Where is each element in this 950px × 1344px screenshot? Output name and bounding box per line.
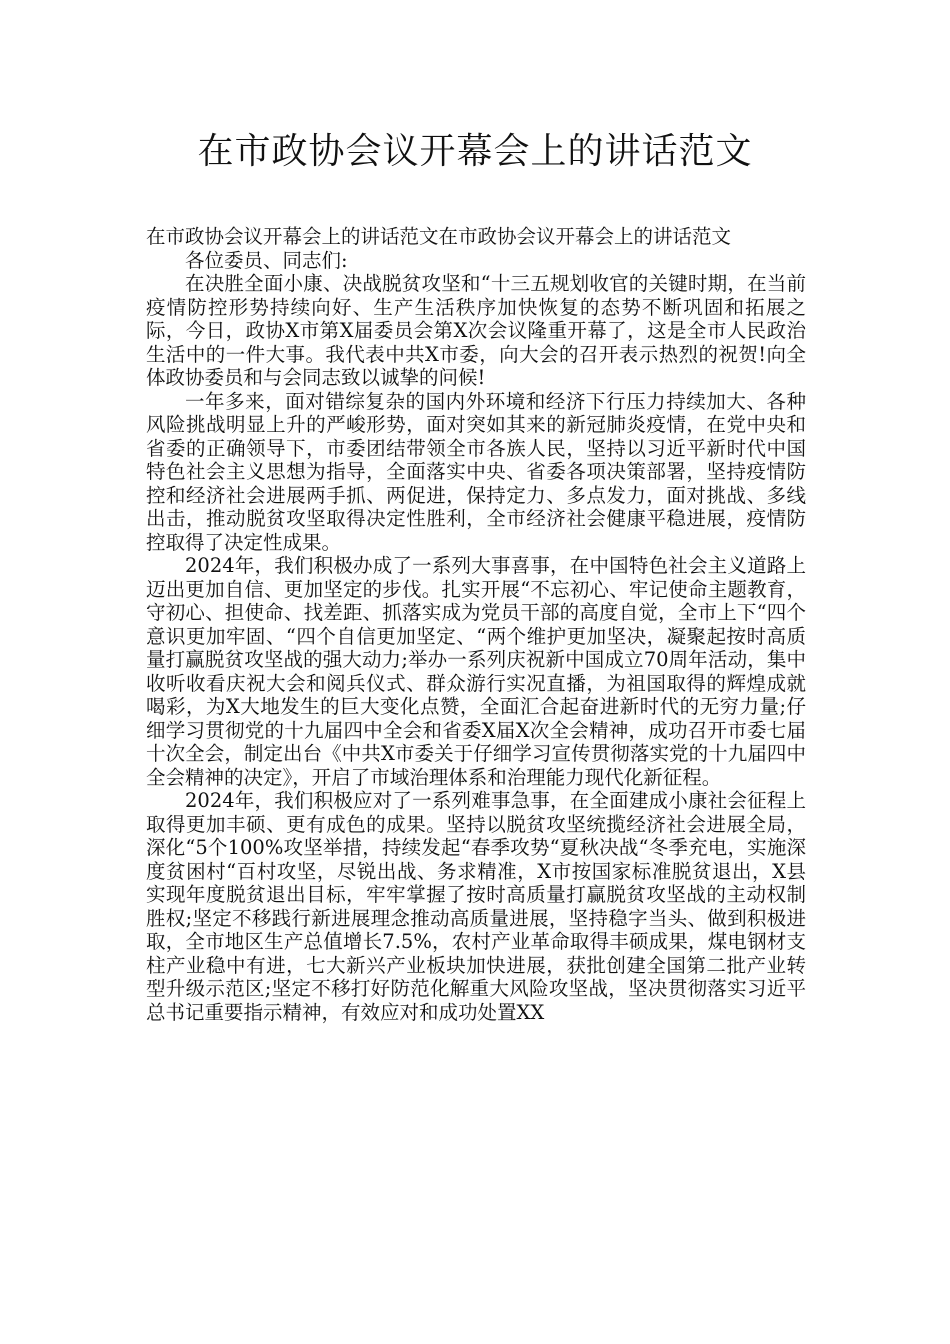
paragraph-2: 一年多来，面对错综复杂的国内外环境和经济下行压力持续加大、各种风险挑战明显上升的严峻形势，面对突如其来的新冠肺炎疫情，在党中央和省委的正确领导下，市委团结带领全市各族人民，坚持以习近平新时代中国特色社会主义思想为指导，全面落实中央、省委各项决策部署，坚持疫情防控和经济社会进展两手抓、两促进，保持定力、多点发力，面对挑战、多线出击，推动脱贫攻坚取得决定性胜利，全市经济社会健康平稳进展，疫情防控取得了决定性成果。: [146, 389, 806, 554]
document-subtitle: 在市政协会议开幕会上的讲话范文在市政协会议开幕会上的讲话范文: [146, 225, 732, 248]
paragraph-3: 2024年，我们积极办成了一系列大事喜事，在中国特色社会主义道路上迈出更加自信、更加坚定的步伐。扎实开展“不忘初心、牢记使命主题教育，守初心、担使命、找差距、抓落实成为党员干部的高度自觉，全市上下“四个意识更加牢固、“四个自信更加坚定、“两个维护更加坚决，凝聚起按时高质量打赢脱贫攻坚战的强大动力;举办一系列庆祝新中国成立70周年活动，集中收听收看庆祝大会和阅兵仪式、群众游行实况直播，为祖国取得的辉煌成就喝彩，为X大地发生的巨大变化点赞，全面汇合起奋进新时代的无穷力量;仔细学习贯彻党的十九届四中全会和省委X届X次全会精神，成功召开市委七届十次全会，制定出台《中共X市委关于仔细学习宣传贯彻落实党的十九届四中全会精神的决定》，开启了市域治理体系和治理能力现代化新征程。: [146, 554, 806, 789]
document-title: 在市政协会议开幕会上的讲话范文: [197, 131, 753, 172]
salutation: 各位委员、同志们:: [185, 248, 348, 272]
document-body: [146, 225, 806, 1024]
paragraph-1: 在决胜全面小康、决战脱贫攻坚和“十三五规划收官的关键时期，在当前疫情防控形势持续向好、生产生活秩序加快恢复的态势不断巩固和拓展之际，今日，政协X市第X届委员会第X次会议隆重开幕了，这是全市人民政治生活中的一件大事。我代表中共X市委，向大会的召开表示热烈的祝贺!向全体政协委员和与会同志致以诚挚的问候!: [146, 272, 806, 389]
paragraph-4: 2024年，我们积极应对了一系列难事急事，在全面建成小康社会征程上取得更加丰硕、更有成色的成果。坚持以脱贫攻坚统揽经济社会进展全局，深化“5个100%攻坚举措，持续发起“春季攻势“夏秋决战“冬季充电，实施深度贫困村“百村攻坚，尽锐出战、务求精准，X市按国家标准脱贫退出，X县实现年度脱贫退出目标，牢牢掌握了按时高质量打赢脱贫攻坚战的主动权制胜权;坚定不移践行新进展理念推动高质量进展，坚持稳字当头、做到积极进取，全市地区生产总值增长7.5%，农村产业革命取得丰硕成果，煤电钢材支柱产业稳中有进，七大新兴产业板块加快进展，获批创建全国第二批产业转型升级示范区;坚定不移打好防范化解重大风险攻坚战，坚决贯彻落实习近平总书记重要指示精神，有效应对和成功处置XX: [146, 789, 806, 1024]
